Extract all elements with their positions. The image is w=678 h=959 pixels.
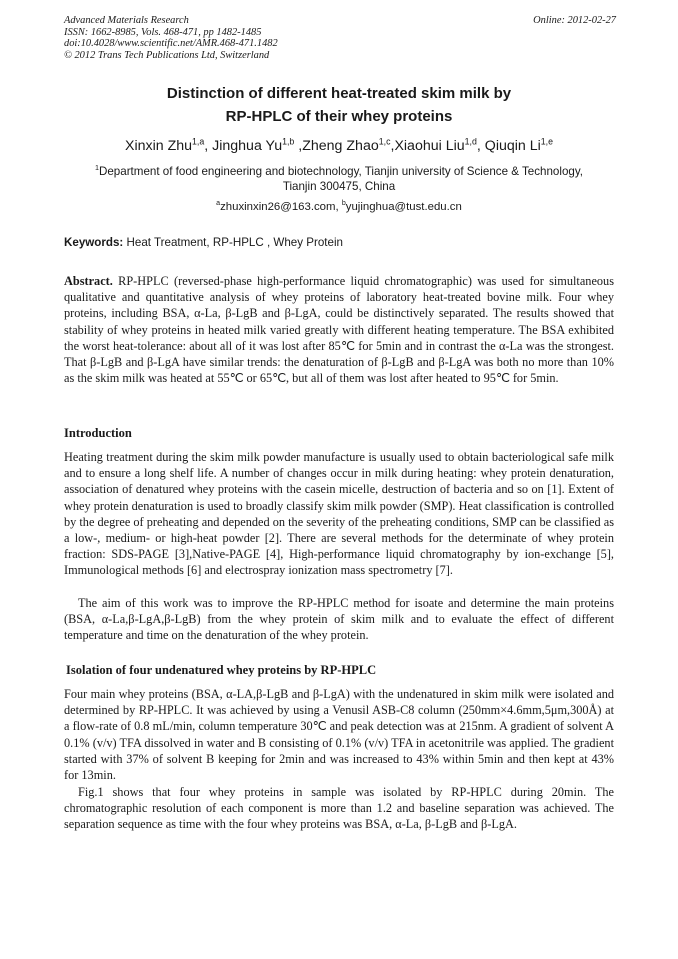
author-list bbox=[0, 138, 678, 154]
introduction-paragraph-2: The aim of this work was to improve the RP-HPLC method for isoate and determine the main proteins (BSA, α-La,β-LgA,β-LgB) from the whey protein of skim milk and to evaluate the effect of different temperature and time on the denaturation of the whey protein. bbox=[64, 596, 614, 643]
isolation-paragraph-2: Fig.1 shows that four whey proteins in sample was isolated by RP-HPLC during 20min. The chromatographic resolution of each component is more than 1.2 and baseline separation was achieved. The separation sequence as time with the four whey proteins was BSA, α-La, β-LgB and β-LgA. bbox=[64, 785, 614, 832]
keywords bbox=[64, 236, 343, 249]
abstract-text: RP-HPLC (reversed-phase high-performance liquid chromatographic) was used for simultaneous qualitative and quantitative analysis of whey proteins of laboratory heat-treated bovine milk. Four whey proteins, including BSA, α-La, β-LgB and β-LgA, could be distinctively separated. The results showed that stability of whey proteins in heated milk varied greatly with different heating temperature. The BSA exhibited the worst heat-tolerance: about all of it was lost after 85℃ for 5min and in contrast the α-La was the strongest. That β-LgB and β-LgA have similar trends: the denaturation of β-LgB and β-LgA was both no more than 10% as the skim milk was heated at 55℃ or 65℃, but all of them was lost after heated to 95℃ for 5min. bbox=[64, 274, 614, 386]
online-date: Online: 2012-02-27 bbox=[533, 15, 616, 26]
email-b: yujinghua@tust.edu.cn bbox=[345, 201, 462, 213]
keywords-label: Keywords: bbox=[64, 236, 124, 249]
copyright-line: © 2012 Trans Tech Publications Ltd, Switzerland bbox=[64, 49, 270, 61]
paper-title-line-2: RP-HPLC of their whey proteins bbox=[225, 108, 453, 125]
affiliation-line-1: $^1$Department of food engineering and biotechnology, Tianjin university of Science & Technology, bbox=[94, 163, 584, 178]
isolation-paragraph-1: Four main whey proteins (BSA, α-LA,β-LgB and β-LgA) with the undenatured in skim milk were isolated and determined by RP-HPLC. It was achieved by using a Venusil ASB-C8 column (250mm×4.6mm,5μm,300Å) at a flow-rate of 0.8 mL/min, column temperature 30℃ and peak detection was at 215nm. A gradient of solvent A 0.1% (v/v) TFA dissolved in water and B consisting of 0.1% (v/v) TFA in acetonitrile was applied. The gradient started with 37% of solvent B keeping for 2min and was increased to 43% within 5min and then kept at 43% for 13min. bbox=[64, 687, 614, 783]
affiliation-line-2: Tianjin 300475, China bbox=[282, 180, 396, 193]
author-5: Qiuqin Li$^{1,e}$ bbox=[484, 136, 554, 154]
doi-line: doi:10.4028/www.scientific.net/AMR.468-471.1482 bbox=[64, 38, 278, 50]
abstract-label: Abstract. bbox=[64, 274, 113, 288]
issn-line: ISSN: 1662-8985, Vols. 468-471, pp 1482-1485 bbox=[64, 26, 262, 38]
journal-header bbox=[64, 15, 278, 61]
author-3: Zheng Zhao$^{1,c}$, bbox=[302, 136, 395, 154]
section-heading-isolation: Isolation of four undenatured whey proteins by RP-HPLC bbox=[66, 663, 377, 677]
introduction-paragraph-1: Heating treatment during the skim milk powder manufacture is usually used to obtain bacteriological safe milk and to ensure a long shelf life. A number of changes occur in milk during heating: whey protein denaturation, association of denatured whey proteins with the casein micelle, destruction of bacteria and so on [1]. Extent of whey protein denaturation is used to broadly classify skim milk powder (SMP). Heat classification is controlled by the degree of preheating and depended on the severity of the preheating conditions, SMP can be classified as a low-, medium- or high-heat powder [2]. There are several methods for the determinate of whey protein fraction: SDS-PAGE [3],Native-PAGE [4], High-performance liquid chromatography by ion-exchange [5], Immunological methods [6] and electrospray ionization mass spectrometry [7]. bbox=[64, 450, 614, 578]
author-4: Xiaohui Liu$^{1,d}$, bbox=[394, 136, 485, 154]
keywords-text: Heat Treatment, RP-HPLC , Whey Protein bbox=[123, 236, 343, 249]
section-heading-introduction: Introduction bbox=[64, 426, 132, 440]
abstract-paragraph bbox=[64, 273, 614, 386]
author-1: Xinxin Zhu$^{1,a}$, bbox=[124, 136, 213, 154]
author-2: Jinghua Yu$^{1,b}$ , bbox=[212, 136, 303, 154]
email-a: zhuxinxin26@163.com, bbox=[220, 201, 342, 213]
paper-title-line-1: Distinction of different heat-treated skim milk by bbox=[166, 85, 512, 102]
author-emails: $^a$zhuxinxin26@163.com, $^b$yujinghua@tust.edu.cn bbox=[216, 200, 462, 213]
journal-name: Advanced Materials Research bbox=[64, 15, 189, 26]
